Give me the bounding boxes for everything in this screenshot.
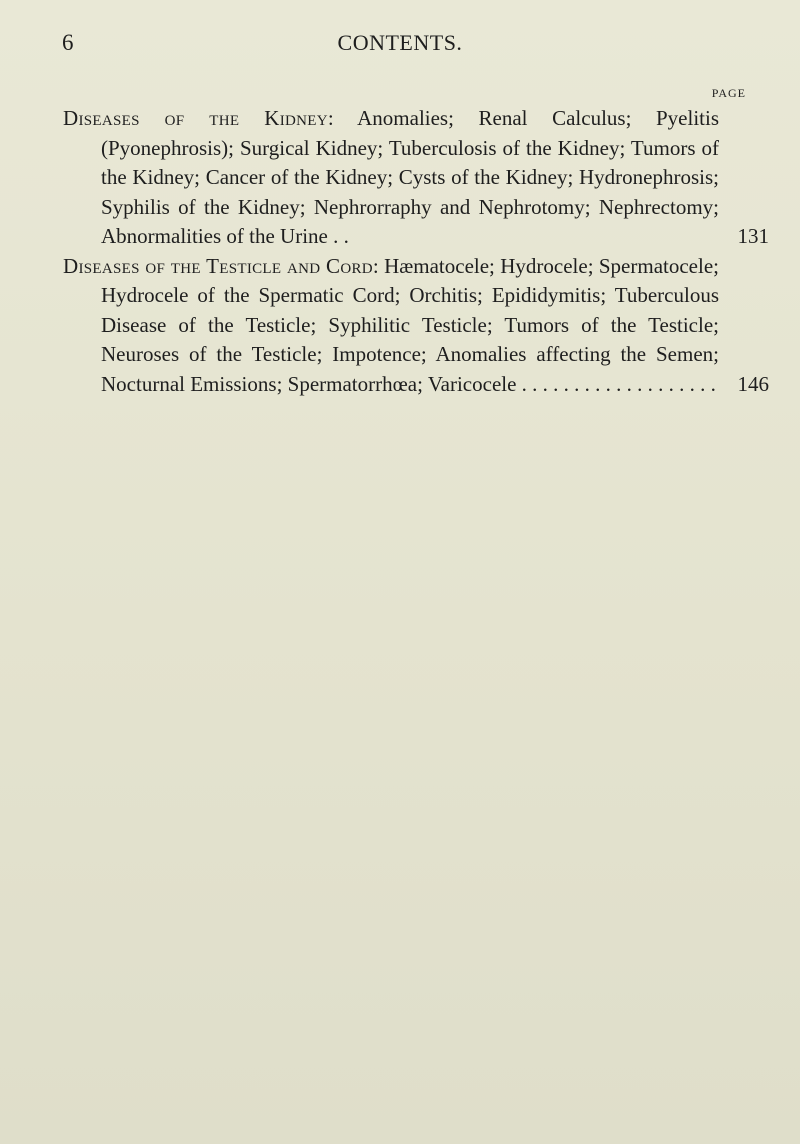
entry-heading: Diseases of the Kidney — [63, 106, 328, 130]
contents-entry-kidney — [63, 104, 769, 252]
entry-heading: Diseases of the Testicle and Cord — [63, 253, 373, 278]
page-column-label: PAGE — [711, 86, 746, 100]
contents-entry-testicle — [63, 252, 769, 400]
entry-topics: : Anomalies; Renal Calculus; Pyelitis (Pyonephrosis); Surgical Kidney; Tuberculosis of the Kidney; Tumors of the Kidney; Cancer of the Kidney; Cysts of the Kidney; Hydronephrosis; Syphilis of the Kidney; Nephrorraphy and Nephrotomy; Nephrectomy; Abnormalities of the Urine . . — [101, 106, 720, 248]
entry-page-ref: 146 — [737, 371, 769, 396]
page-header — [0, 30, 800, 60]
entry-topics: : Hæmatocele; Hydrocele; Spermatocele; Hydrocele of the Spermatic Cord; Orchitis; Epididymitis; Tuberculous Disease of the Testicle; Syphilitic Testicle; Tumors of the Testicle; Neuroses of the Testicle; Impotence; Anomalies affecting the Semen; Nocturnal Emissions; Spermatorrhœa; Varicocele . . . . . . . . . . . . . . . . . . . — [101, 253, 719, 396]
entry-page-ref: 131 — [737, 224, 769, 248]
page-number: 6 — [62, 30, 74, 55]
contents-list — [63, 104, 769, 399]
running-title: CONTENTS. — [337, 30, 463, 55]
